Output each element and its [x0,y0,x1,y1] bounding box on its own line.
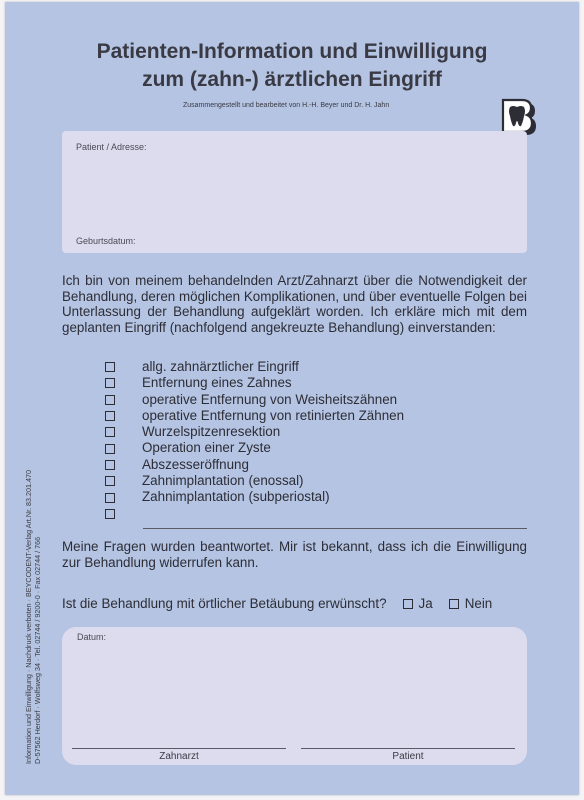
list-item[interactable] [105,457,404,473]
treatment-label: Wurzelspitzenresektion [142,424,281,440]
dentist-signature-line[interactable] [72,748,286,749]
anesthesia-question-text: Ist die Behandlung mit örtlicher Betäubung erwünscht? [62,596,387,611]
treatment-label: Zahnimplantation (enossal) [142,473,304,489]
list-item[interactable] [105,408,404,424]
list-item[interactable] [105,424,404,440]
treatment-label: Zahnimplantation (subperiostal) [142,489,330,505]
checkbox-icon[interactable] [105,476,115,486]
authors-credit: Zusammengestellt und bearbeitet von H.-H. Beyer und Dr. H. Jahn [183,102,390,109]
list-item[interactable] [105,375,404,391]
imprint-line-1: Information und Einwilligung · Nachdruck verboten · BEYCODENT-Verlag Art.Nr. 83.201.470 [24,469,33,764]
list-item[interactable] [105,440,404,456]
patient-address-field[interactable] [62,131,527,253]
treatment-label: operative Entfernung von retinierten Zähnen [142,407,405,423]
anesthesia-no-option[interactable] [449,596,493,611]
patient-address-label: Patient / Adresse: [76,142,147,152]
checkbox-icon[interactable] [403,599,413,609]
date-signature-field[interactable] [62,627,527,765]
questions-paragraph: Meine Fragen wurden beantwortet. Mir ist bekannt, dass ich die Einwilligung zur Behandlung widerrufen kann. [62,539,527,570]
checkbox-icon[interactable] [105,395,115,405]
treatment-label: allg. zahnärztlicher Eingriff [142,359,299,374]
list-item[interactable] [105,489,404,505]
checkbox-icon[interactable] [105,411,115,421]
checkbox-icon[interactable] [105,362,115,372]
list-item[interactable] [105,506,404,522]
treatment-label: Entfernung eines Zahnes [142,375,292,391]
patient-signature-line[interactable] [301,748,515,749]
patient-signature-label: Patient [392,751,424,762]
checkbox-icon[interactable] [105,378,115,388]
other-treatment-line[interactable] [143,528,527,529]
title-line-2: zum (zahn-) ärztlichen Eingriff [142,68,442,91]
treatment-label: Abszesseröffnung [142,456,249,472]
consent-paragraph: Ich bin von meinem behandelnden Arzt/Zahnarzt über die Notwendigkeit der Behandlung, deren möglichen Komplikationen, und über eventuelle Folgen bei Unterlassung der Behandlung aufgeklärt worden. Ich erkläre mich mit dem geplanten Eingriff (nachfolgend angekreuzte Behandlung) einverstanden: [62,273,527,336]
form-title [5,38,579,94]
checkbox-icon[interactable] [105,509,115,519]
list-item[interactable] [105,359,404,375]
birth-date-label: Geburtsdatum: [76,236,136,246]
checkbox-icon[interactable] [105,444,115,454]
checkbox-icon[interactable] [105,493,115,503]
yes-label: Ja [418,596,433,611]
title-line-1: Patienten-Information und Einwilligung [96,40,488,63]
date-label: Datum: [77,632,107,642]
checkbox-icon[interactable] [105,427,115,437]
checkbox-icon[interactable] [105,460,115,470]
imprint-line-2: D-57562 Herdorf · Wolfsweg 34 · Tel. 02744 / 9200-0 · Fax 02744 / 766 [33,536,42,764]
checkbox-icon[interactable] [449,599,459,609]
consent-form-sheet [5,2,579,795]
treatment-label: operative Entfernung von Weisheitszähnen [142,391,398,407]
treatment-list [105,359,404,522]
no-label: Nein [464,596,493,611]
anesthesia-yes-option[interactable] [403,596,433,611]
anesthesia-question [62,596,492,611]
list-item[interactable] [105,392,404,408]
treatment-label: Operation einer Zyste [142,440,271,456]
list-item[interactable] [105,473,404,489]
dentist-signature-label: Zahnarzt [159,751,199,762]
publisher-imprint [24,470,42,764]
